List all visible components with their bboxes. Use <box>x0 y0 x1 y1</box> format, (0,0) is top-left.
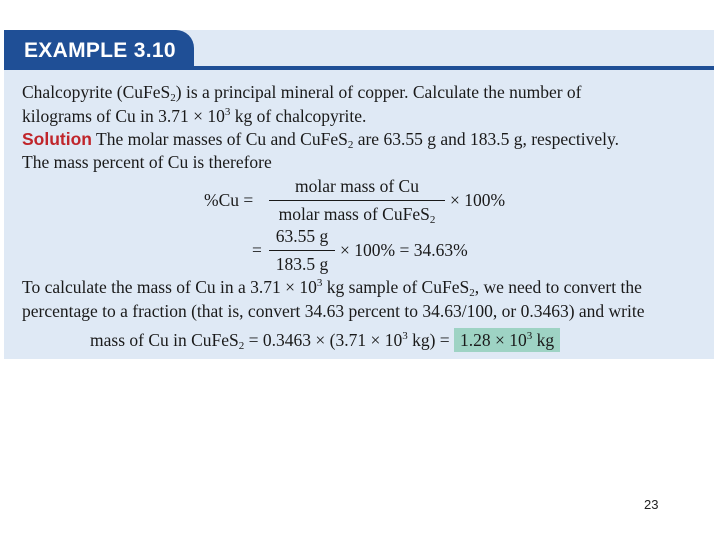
equation-lhs: %Cu = <box>204 190 254 210</box>
problem-line-1 <box>22 82 582 103</box>
example-header-rule <box>4 66 714 70</box>
subscript: 2 <box>170 92 176 104</box>
page-number: 23 <box>644 497 659 512</box>
example-header <box>4 30 714 70</box>
example-title: EXAMPLE 3.10 <box>24 39 176 62</box>
fraction-bar-2 <box>269 250 335 251</box>
subscript: 2 <box>238 340 245 352</box>
problem-text: Chalcopyrite (CuFeS <box>22 82 171 102</box>
superscript: 3 <box>526 330 533 342</box>
solution-line-1 <box>22 129 619 150</box>
final-equation <box>90 330 560 351</box>
subscript: 2 <box>429 214 436 226</box>
final-text: kg) = <box>407 330 455 350</box>
solution-label: Solution <box>22 129 92 149</box>
superscript: 3 <box>224 106 231 118</box>
problem-text: kilograms of Cu in 3.71 × 10 <box>22 106 225 126</box>
answer-text: 1.28 × 10 <box>460 330 527 350</box>
equation-denominator-1 <box>269 204 445 225</box>
conclusion-text: kg sample of CuFeS <box>322 277 470 297</box>
solution-line-2: The mass percent of Cu is therefore <box>22 152 272 172</box>
conclusion-line-2: percentage to a fraction (that is, convert 34.63 percent to 34.63/100, or 0.3463) and write <box>22 301 645 321</box>
equation-numerator-2: 63.55 g <box>275 226 329 246</box>
subscript: 2 <box>469 287 475 299</box>
solution-text: are 63.55 g and 183.5 g, respectively. <box>353 129 619 149</box>
final-answer-highlight <box>454 328 560 352</box>
conclusion-line-1 <box>22 277 642 298</box>
equation-equals-2: = <box>252 240 262 260</box>
final-text: = 0.3463 × (3.71 × 10 <box>244 330 403 350</box>
example-panel <box>4 30 714 359</box>
problem-text: ) is a principal mineral of copper. Calculate the number of <box>175 82 582 102</box>
superscript: 3 <box>402 330 408 342</box>
denominator-text: molar mass of CuFeS <box>278 204 430 224</box>
solution-text: The molar masses of Cu and CuFeS <box>91 129 348 149</box>
superscript: 3 <box>316 277 323 289</box>
fraction-bar-1 <box>269 200 445 201</box>
subscript: 2 <box>347 139 354 151</box>
equation-numerator-1: molar mass of Cu <box>295 176 419 196</box>
equation-denominator-2: 183.5 g <box>275 254 329 274</box>
conclusion-text: To calculate the mass of Cu in a 3.71 × 10 <box>22 277 317 297</box>
problem-line-2 <box>22 106 366 127</box>
final-text: mass of Cu in CuFeS <box>90 330 239 350</box>
answer-text: kg <box>532 330 555 350</box>
problem-text: kg of chalcopyrite. <box>230 106 367 126</box>
conclusion-text: , we need to convert the <box>474 277 642 297</box>
equation-times-1: × 100% <box>450 190 506 210</box>
equation-times-2: × 100% = 34.63% <box>340 240 468 260</box>
